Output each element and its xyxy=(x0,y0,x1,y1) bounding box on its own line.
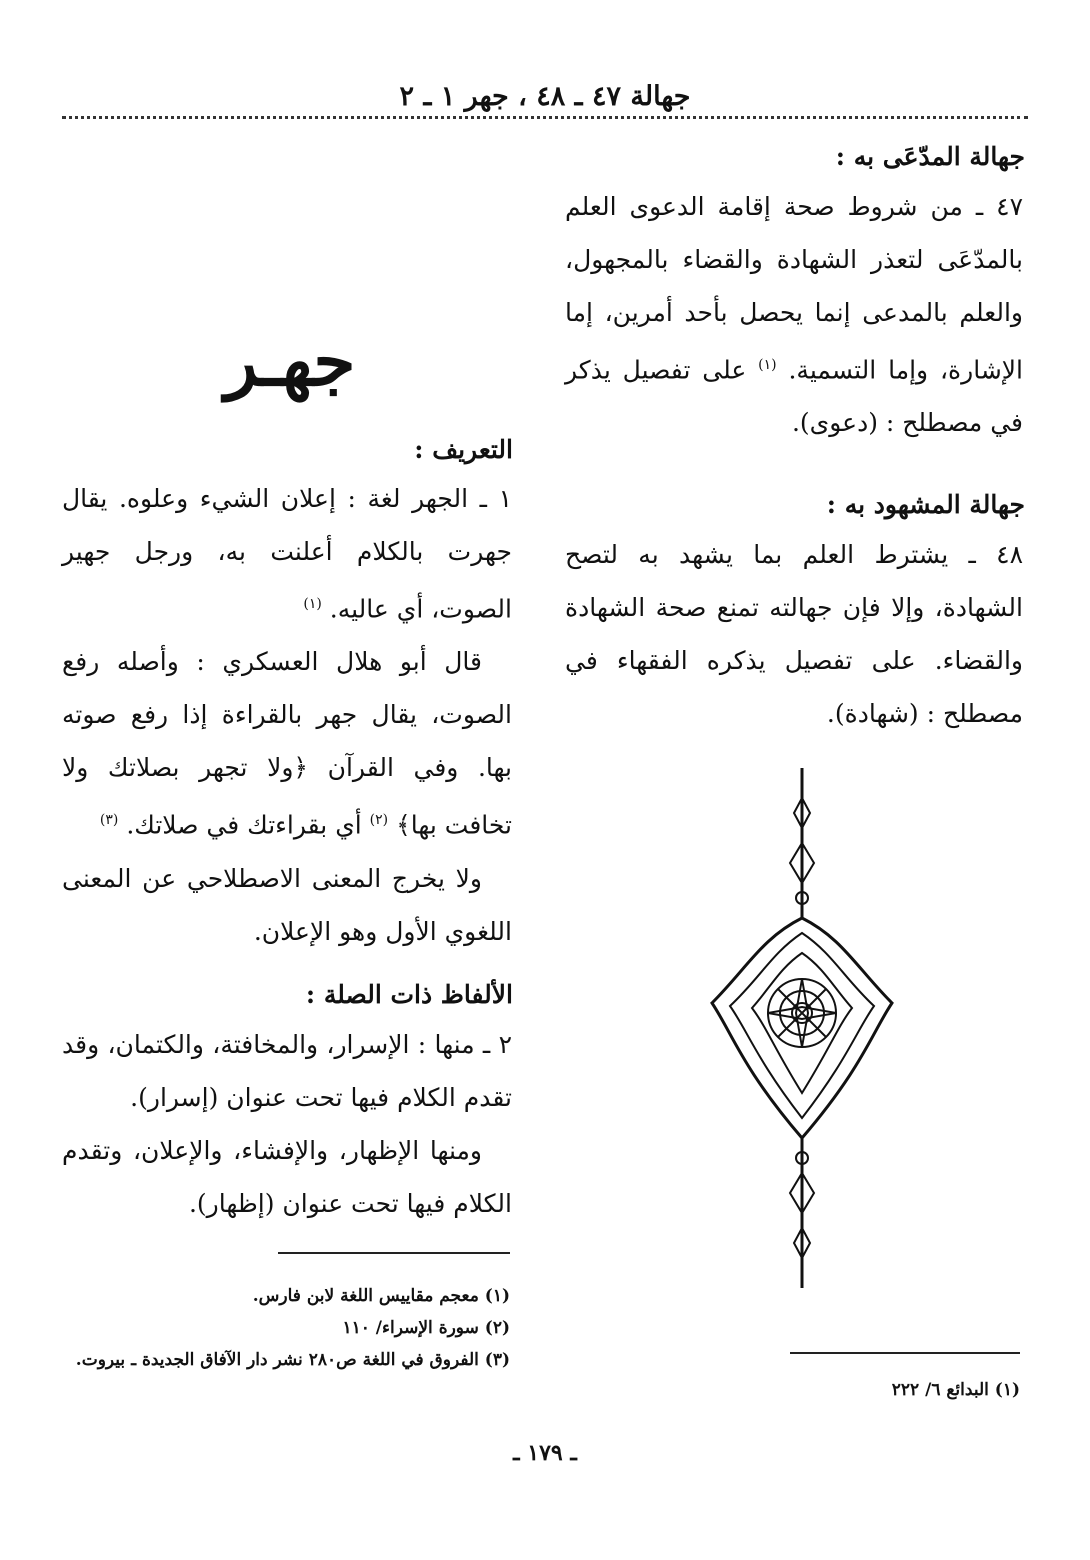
footnotes-left xyxy=(62,1280,510,1376)
paragraph-2-tail: أي بقراءتك في صلاتك. xyxy=(126,810,362,840)
definition-heading: التعريف : xyxy=(414,435,513,464)
footnote-divider-right xyxy=(790,1352,1020,1354)
entry-title: جهـر xyxy=(224,322,356,402)
decorative-ornament xyxy=(692,768,912,1288)
section-heading-witnessed-item: جهالة المشهود به : xyxy=(826,490,1025,519)
page-number: ـ ١٧٩ ـ xyxy=(513,1440,577,1466)
related-terms-heading: الألفاظ ذات الصلة : xyxy=(305,980,513,1009)
paragraph-48-text: ٤٨ ـ يشترط العلم بما يشهد به لتصح الشهادة، وإلا فإن جهالته تمنع صحة الشهادة والقضاء. على تفصيل يذكره الفقهاء في مصطلح : (شهادة). xyxy=(565,540,1023,728)
paragraph-2-text: قال أبو هلال العسكري : وأصله رفع الصوت، يقال جهر بالقراءة إذا رفع صوته بها. وفي القرآن ﴿ولا تجهر بصلاتك ولا تخافت بها﴾ xyxy=(62,647,512,840)
paragraph-47-tail: على تفصيل يذكر في مصطلح : (دعوى). xyxy=(565,355,1023,438)
related-terms-body xyxy=(62,1018,512,1230)
running-header: جهالة ٤٧ ـ ٤٨ ، جهر ١ ـ ٢ xyxy=(399,81,691,112)
paragraph-47-text: ٤٧ ـ من شروط صحة إقامة الدعوى العلم بالمدّعَى لتعذر الشهادة والقضاء بالمجهول، والعلم بالمدعى إنما يحصل بأحد أمرين، إما الإشارة، وإما التسمية. xyxy=(565,192,1023,385)
footnote-item: (١) البدائع ٦/ ٢٢٢ xyxy=(891,1380,1020,1400)
paragraph-4-text: ٢ ـ منها : الإسرار، والمخافتة، والكتمان، وقد تقدم الكلام فيها تحت عنوان (إسرار). xyxy=(62,1030,512,1112)
header-divider xyxy=(62,116,1028,119)
paragraph-48 xyxy=(565,528,1023,740)
footnote-divider-left xyxy=(278,1252,510,1254)
paragraph-5-text: ومنها الإظهار، والإفشاء، والإعلان، وتقدم الكلام فيها تحت عنوان (إظهار). xyxy=(62,1136,512,1218)
footnote-item: (١) معجم مقاييس اللغة لابن فارس. xyxy=(252,1286,510,1306)
footnote-ref: (١) xyxy=(303,596,322,612)
paragraph-3-text: ولا يخرج المعنى الاصطلاحي عن المعنى اللغوي الأول وهو الإعلان. xyxy=(62,863,512,946)
footnote-item: (٣) الفروق في اللغة ص٢٨٠ نشر دار الآفاق الجديدة ـ بيروت. xyxy=(75,1350,510,1370)
paragraph-1-text: ١ ـ الجهر لغة : إعلان الشيء وعلوه. يقال جهرت بالكلام أعلنت به، ورجل جهير الصوت، أي عاليه. xyxy=(62,484,512,624)
definition-body xyxy=(62,472,512,958)
footnotes-right xyxy=(700,1374,1020,1406)
footnote-ref: (٣) xyxy=(99,812,119,829)
section-heading-claimed-item: جهالة المدّعَى به : xyxy=(835,142,1025,171)
footnote-item: (٢) سورة الإسراء/ ١١٠ xyxy=(342,1318,510,1338)
paragraph-47 xyxy=(565,180,1023,449)
footnote-ref: (٢) xyxy=(369,812,389,829)
footnote-ref: (١) xyxy=(758,357,777,373)
